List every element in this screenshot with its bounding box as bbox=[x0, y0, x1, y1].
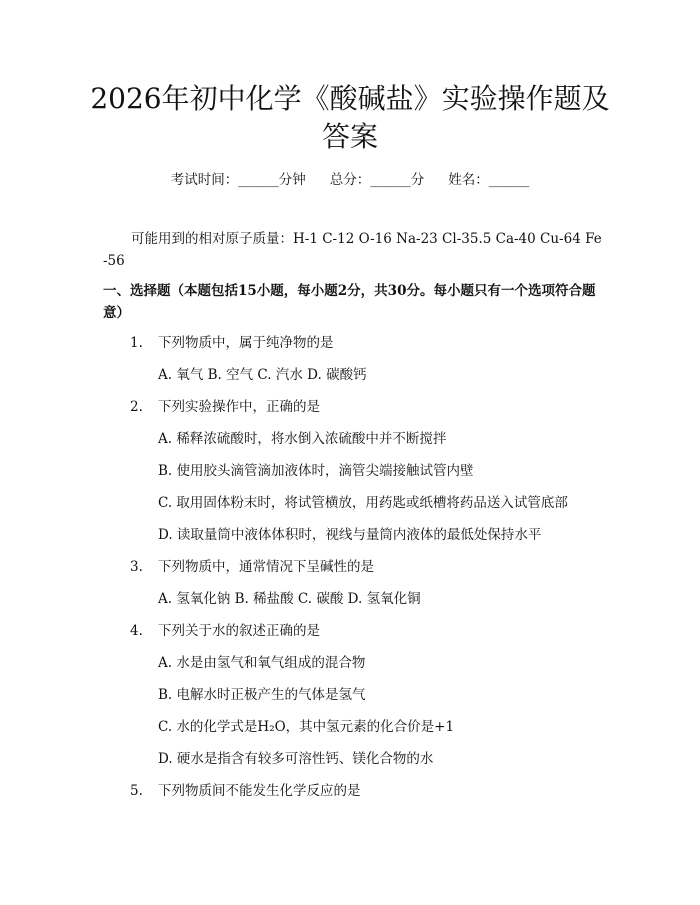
question-4-option-c: C. 水的化学式是H₂O，其中氢元素的化合价是+1 bbox=[158, 719, 455, 735]
section-heading: 一、选择题（本题包括15小题，每小题2分，共30分。每小题只有一个选项符合题意） bbox=[103, 283, 596, 321]
question-number: 1. bbox=[130, 335, 143, 351]
question-stem: 下列物质中，属于纯净物的是 bbox=[158, 335, 334, 351]
exam-meta-line bbox=[0, 168, 700, 188]
question-stem: 下列物质中，通常情况下呈碱性的是 bbox=[158, 559, 374, 575]
total-score-label: 总分：______分 bbox=[329, 172, 425, 188]
question-2-option-c: C. 取用固体粉末时，将试管横放，用药匙或纸槽将药品送入试管底部 bbox=[158, 495, 568, 511]
question-4 bbox=[130, 622, 320, 640]
exam-time-label: 考试时间：______分钟 bbox=[170, 172, 306, 188]
question-4-option-d: D. 硬水是指含有较多可溶性钙、镁化合物的水 bbox=[158, 751, 434, 767]
question-2-option-b: B. 使用胶头滴管滴加液体时，滴管尖端接触试管内壁 bbox=[158, 463, 474, 479]
question-number: 4. bbox=[130, 623, 143, 639]
question-5 bbox=[130, 782, 361, 800]
question-1-options: A. 氧气 B. 空气 C. 汽水 D. 碳酸钙 bbox=[158, 367, 367, 383]
question-3 bbox=[130, 558, 374, 576]
question-stem: 下列关于水的叙述正确的是 bbox=[158, 623, 320, 639]
question-number: 2. bbox=[130, 399, 143, 415]
document-title: 2026年初中化学《酸碱盐》实验操作题及答案 bbox=[90, 82, 610, 153]
question-stem: 下列实验操作中，正确的是 bbox=[158, 399, 320, 415]
question-3-options: A. 氢氧化钠 B. 稀盐酸 C. 碳酸 D. 氢氧化铜 bbox=[158, 591, 421, 607]
question-number: 5. bbox=[130, 783, 143, 799]
question-2 bbox=[130, 398, 320, 416]
student-name-label: 姓名：______ bbox=[448, 172, 530, 188]
atomic-mass-note: 可能用到的相对原子质量：H-1 C-12 O-16 Na-23 Cl-35.5 Ca-40 Cu-64 Fe-56 bbox=[103, 231, 602, 269]
question-4-option-b: B. 电解水时正极产生的气体是氢气 bbox=[158, 687, 366, 703]
question-2-option-d: D. 读取量筒中液体体积时，视线与量筒内液体的最低处保持水平 bbox=[158, 527, 542, 543]
question-number: 3. bbox=[130, 559, 143, 575]
question-1 bbox=[130, 334, 334, 352]
question-stem: 下列物质间不能发生化学反应的是 bbox=[158, 783, 361, 799]
question-2-option-a: A. 稀释浓硫酸时，将水倒入浓硫酸中并不断搅拌 bbox=[158, 431, 447, 447]
question-4-option-a: A. 水是由氢气和氧气组成的混合物 bbox=[158, 655, 366, 671]
